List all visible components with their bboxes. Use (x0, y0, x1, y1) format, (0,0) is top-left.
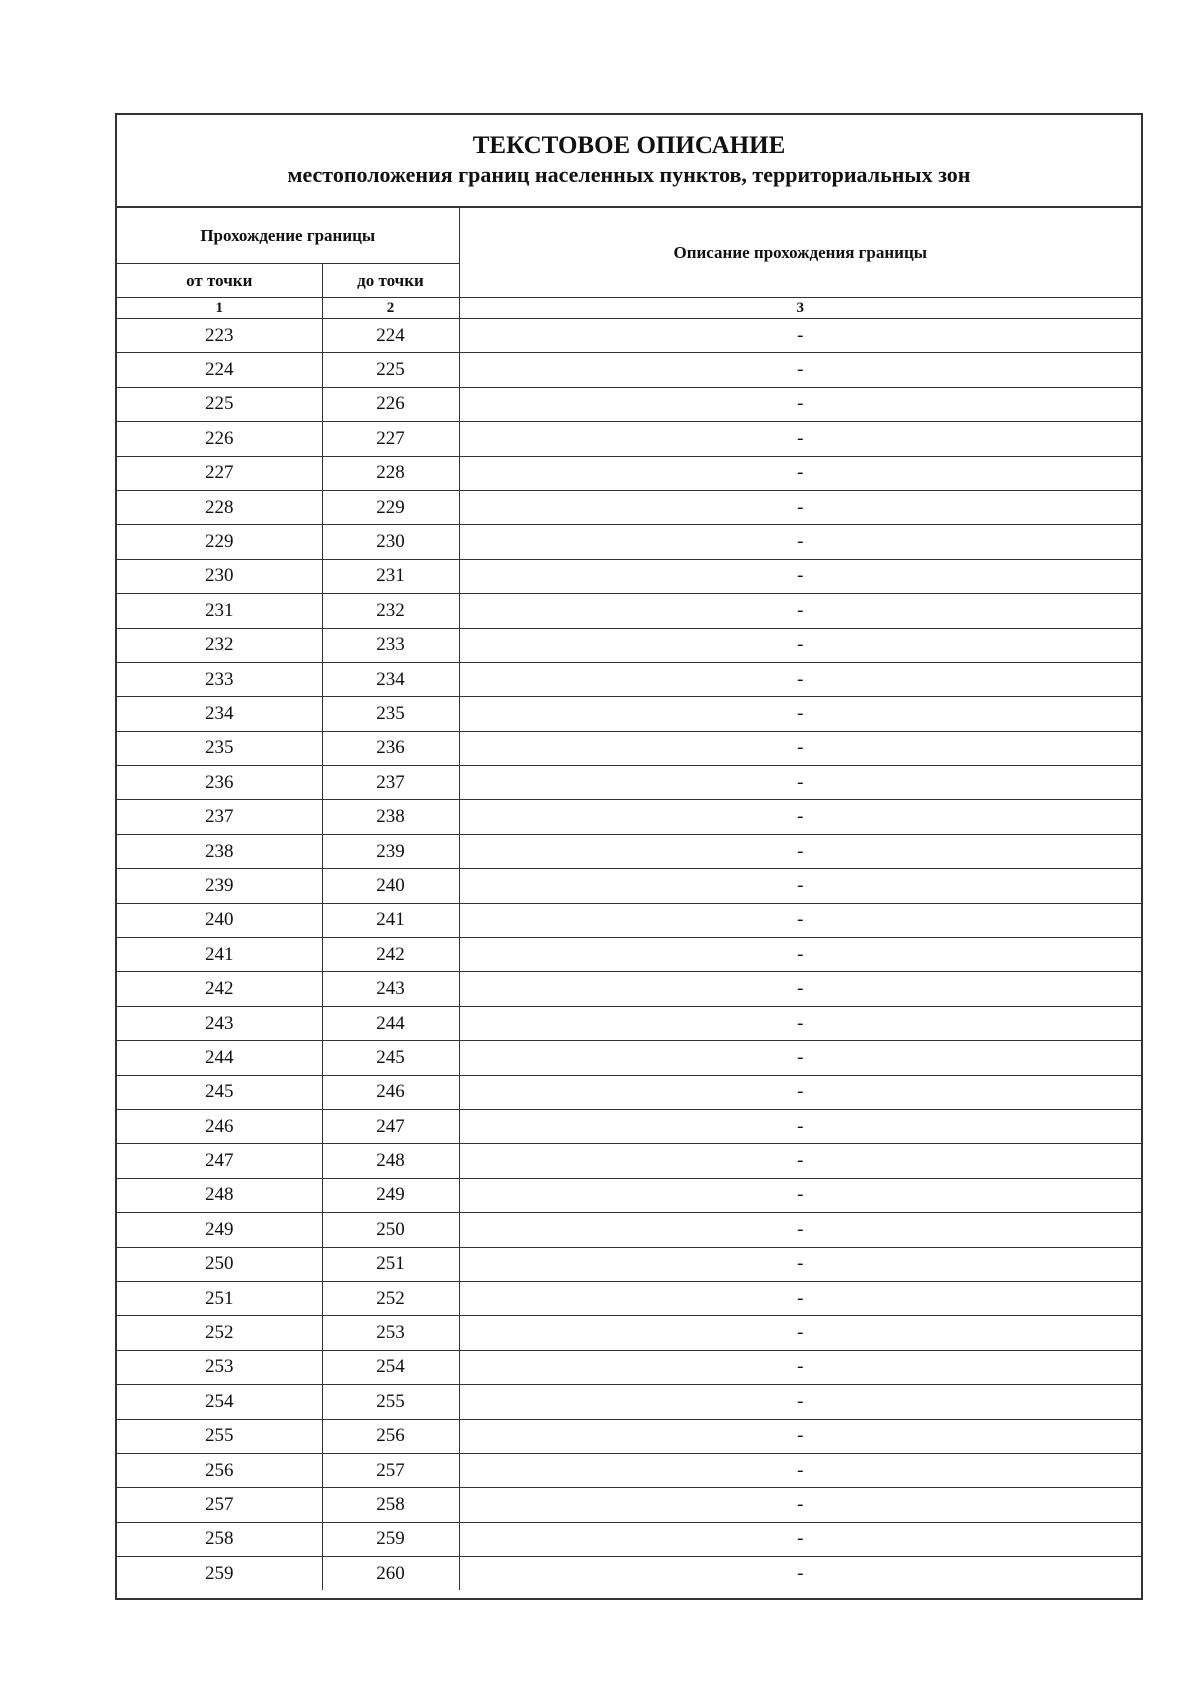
cell-to-point: 247 (322, 1109, 459, 1143)
column-number-3: 3 (459, 298, 1141, 319)
table-row (117, 1041, 1141, 1075)
cell-to-point: 224 (322, 319, 459, 353)
cell-description: - (459, 594, 1141, 628)
boundary-table (117, 207, 1141, 1590)
document-frame (115, 113, 1143, 1600)
cell-from-point: 252 (117, 1316, 322, 1350)
cell-from-point: 239 (117, 869, 322, 903)
cell-description: - (459, 1041, 1141, 1075)
table-row (117, 800, 1141, 834)
table-row (117, 662, 1141, 696)
table-row (117, 1350, 1141, 1384)
cell-to-point: 238 (322, 800, 459, 834)
cell-from-point: 240 (117, 903, 322, 937)
table-row (117, 903, 1141, 937)
table-row (117, 525, 1141, 559)
cell-from-point: 237 (117, 800, 322, 834)
cell-from-point: 250 (117, 1247, 322, 1281)
document-subtitle: местоположения границ населенных пунктов, территориальных зон (287, 162, 971, 187)
cell-to-point: 248 (322, 1144, 459, 1178)
cell-from-point: 234 (117, 697, 322, 731)
column-number-2: 2 (322, 298, 459, 319)
cell-description: - (459, 1144, 1141, 1178)
cell-description: - (459, 766, 1141, 800)
table-row (117, 1419, 1141, 1453)
table-row (117, 1075, 1141, 1109)
table-row (117, 353, 1141, 387)
cell-to-point: 255 (322, 1385, 459, 1419)
cell-from-point: 254 (117, 1385, 322, 1419)
cell-from-point: 256 (117, 1453, 322, 1487)
cell-from-point: 227 (117, 456, 322, 490)
cell-to-point: 245 (322, 1041, 459, 1075)
cell-to-point: 236 (322, 731, 459, 765)
cell-from-point: 238 (117, 834, 322, 868)
table-row (117, 319, 1141, 353)
table-row (117, 834, 1141, 868)
cell-description: - (459, 1213, 1141, 1247)
table-row (117, 422, 1141, 456)
cell-to-point: 244 (322, 1006, 459, 1040)
cell-to-point: 252 (322, 1281, 459, 1315)
cell-description: - (459, 1522, 1141, 1556)
cell-description: - (459, 1350, 1141, 1384)
cell-to-point: 250 (322, 1213, 459, 1247)
cell-from-point: 224 (117, 353, 322, 387)
cell-from-point: 230 (117, 559, 322, 593)
cell-to-point: 260 (322, 1557, 459, 1591)
cell-from-point: 244 (117, 1041, 322, 1075)
cell-description: - (459, 559, 1141, 593)
header-from-point: от точки (117, 264, 322, 298)
cell-to-point: 251 (322, 1247, 459, 1281)
table-row (117, 1557, 1141, 1591)
title-block (117, 115, 1141, 207)
cell-to-point: 232 (322, 594, 459, 628)
cell-to-point: 241 (322, 903, 459, 937)
cell-description: - (459, 1247, 1141, 1281)
cell-from-point: 248 (117, 1178, 322, 1212)
cell-description: - (459, 1419, 1141, 1453)
cell-description: - (459, 1316, 1141, 1350)
table-row (117, 938, 1141, 972)
cell-description: - (459, 972, 1141, 1006)
cell-to-point: 240 (322, 869, 459, 903)
cell-from-point: 246 (117, 1109, 322, 1143)
cell-description: - (459, 319, 1141, 353)
cell-from-point: 223 (117, 319, 322, 353)
cell-to-point: 239 (322, 834, 459, 868)
cell-from-point: 236 (117, 766, 322, 800)
cell-description: - (459, 903, 1141, 937)
cell-description: - (459, 697, 1141, 731)
cell-to-point: 231 (322, 559, 459, 593)
table-row (117, 387, 1141, 421)
cell-to-point: 227 (322, 422, 459, 456)
table-row (117, 1109, 1141, 1143)
table-row (117, 559, 1141, 593)
cell-description: - (459, 1385, 1141, 1419)
cell-description: - (459, 1453, 1141, 1487)
cell-from-point: 233 (117, 662, 322, 696)
table-row (117, 456, 1141, 490)
table-row (117, 1522, 1141, 1556)
table-row (117, 1006, 1141, 1040)
cell-from-point: 258 (117, 1522, 322, 1556)
cell-to-point: 229 (322, 490, 459, 524)
table-body (117, 319, 1141, 1591)
cell-to-point: 228 (322, 456, 459, 490)
cell-to-point: 254 (322, 1350, 459, 1384)
cell-to-point: 230 (322, 525, 459, 559)
cell-description: - (459, 869, 1141, 903)
table-row (117, 1247, 1141, 1281)
table-row (117, 766, 1141, 800)
table-row (117, 731, 1141, 765)
cell-description: - (459, 1006, 1141, 1040)
table-row (117, 972, 1141, 1006)
column-number-1: 1 (117, 298, 322, 319)
table-row (117, 628, 1141, 662)
cell-to-point: 257 (322, 1453, 459, 1487)
cell-description: - (459, 490, 1141, 524)
table-row (117, 697, 1141, 731)
table-row (117, 1488, 1141, 1522)
table-row (117, 1385, 1141, 1419)
cell-description: - (459, 662, 1141, 696)
table-row (117, 1213, 1141, 1247)
cell-to-point: 233 (322, 628, 459, 662)
cell-from-point: 242 (117, 972, 322, 1006)
table-row (117, 869, 1141, 903)
cell-description: - (459, 1178, 1141, 1212)
cell-description: - (459, 800, 1141, 834)
cell-from-point: 251 (117, 1281, 322, 1315)
cell-description: - (459, 456, 1141, 490)
table-row (117, 1144, 1141, 1178)
cell-to-point: 226 (322, 387, 459, 421)
cell-from-point: 226 (117, 422, 322, 456)
cell-description: - (459, 353, 1141, 387)
table-row (117, 1281, 1141, 1315)
document-title: ТЕКСТОВОЕ ОПИСАНИЕ (472, 132, 786, 159)
cell-from-point: 253 (117, 1350, 322, 1384)
cell-description: - (459, 834, 1141, 868)
cell-from-point: 232 (117, 628, 322, 662)
cell-to-point: 234 (322, 662, 459, 696)
cell-to-point: 253 (322, 1316, 459, 1350)
cell-to-point: 235 (322, 697, 459, 731)
cell-description: - (459, 628, 1141, 662)
cell-to-point: 259 (322, 1522, 459, 1556)
cell-description: - (459, 731, 1141, 765)
cell-to-point: 249 (322, 1178, 459, 1212)
table-row (117, 1316, 1141, 1350)
cell-description: - (459, 1488, 1141, 1522)
cell-from-point: 225 (117, 387, 322, 421)
cell-to-point: 242 (322, 938, 459, 972)
cell-to-point: 225 (322, 353, 459, 387)
header-description: Описание прохождения границы (459, 208, 1141, 298)
cell-from-point: 235 (117, 731, 322, 765)
cell-from-point: 255 (117, 1419, 322, 1453)
cell-from-point: 247 (117, 1144, 322, 1178)
cell-to-point: 246 (322, 1075, 459, 1109)
cell-from-point: 257 (117, 1488, 322, 1522)
cell-description: - (459, 422, 1141, 456)
cell-from-point: 229 (117, 525, 322, 559)
cell-description: - (459, 387, 1141, 421)
cell-description: - (459, 1109, 1141, 1143)
table-row (117, 490, 1141, 524)
cell-from-point: 259 (117, 1557, 322, 1591)
header-to-point: до точки (322, 264, 459, 298)
cell-to-point: 243 (322, 972, 459, 1006)
table-row (117, 1178, 1141, 1212)
cell-from-point: 249 (117, 1213, 322, 1247)
header-boundary-passage: Прохождение границы (117, 208, 459, 264)
cell-from-point: 231 (117, 594, 322, 628)
table-row (117, 1453, 1141, 1487)
cell-from-point: 241 (117, 938, 322, 972)
cell-description: - (459, 1075, 1141, 1109)
cell-description: - (459, 1557, 1141, 1591)
cell-from-point: 245 (117, 1075, 322, 1109)
cell-to-point: 256 (322, 1419, 459, 1453)
cell-from-point: 228 (117, 490, 322, 524)
table-row (117, 594, 1141, 628)
cell-description: - (459, 938, 1141, 972)
cell-to-point: 237 (322, 766, 459, 800)
cell-description: - (459, 1281, 1141, 1315)
cell-description: - (459, 525, 1141, 559)
cell-to-point: 258 (322, 1488, 459, 1522)
cell-from-point: 243 (117, 1006, 322, 1040)
